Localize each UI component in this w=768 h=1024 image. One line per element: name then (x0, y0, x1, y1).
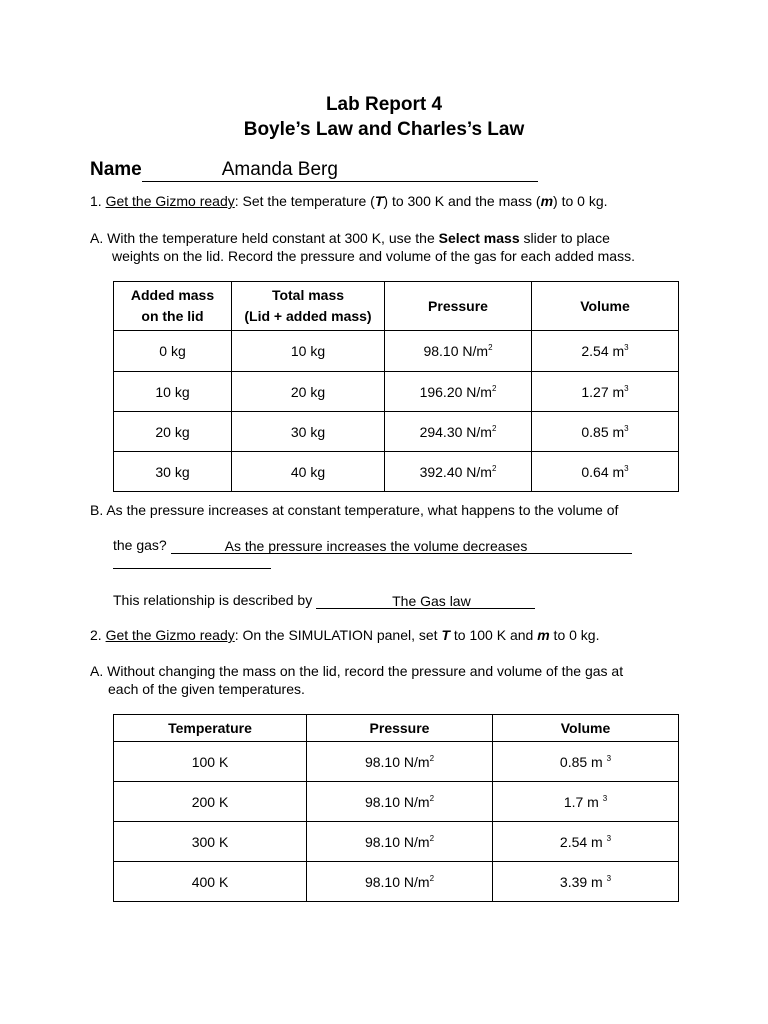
header-pressure: Pressure (385, 282, 532, 331)
added-mass-cell: 10 kg (114, 372, 232, 412)
table-row (114, 862, 679, 902)
section1-partA-line2: weights on the lid. Record the pressure and volume of the gas for each added mass. (112, 248, 635, 264)
table-row (114, 331, 679, 372)
section2-partA: A. Without changing the mass on the lid, record the pressure and volume of the gas at (90, 663, 624, 679)
pressure-cell: 294.30 $N/m^2$ (385, 412, 532, 452)
volume-cell: 1.7 m $^3$ (493, 782, 679, 822)
name-field[interactable]: Amanda Berg (142, 159, 538, 182)
section1-partA: A. With the temperature held constant at 300 K, use the Select mass slider to place (90, 230, 610, 246)
pressure-cell: 98.10 $N/m^2$ (307, 742, 493, 782)
pressure-cell: 98.10 $N/m^2$ (307, 862, 493, 902)
volume-cell: 0.85 m $^3$ (493, 742, 679, 782)
name-line (90, 159, 538, 182)
table-row (114, 742, 679, 782)
header-volume: Volume (493, 715, 679, 742)
section1-partB: B. As the pressure increases at constant temperature, what happens to the volume of (90, 502, 619, 518)
temperature-cell: 100 K (114, 742, 307, 782)
total-mass-cell: 40 kg (232, 452, 385, 492)
added-mass-cell: 30 kg (114, 452, 232, 492)
total-mass-cell: 30 kg (232, 412, 385, 452)
pressure-cell: 196.20 $N/m^2$ (385, 372, 532, 412)
table-header-row (114, 282, 679, 331)
header-volume: Volume (532, 282, 679, 331)
temperature-cell: 300 K (114, 822, 307, 862)
report-title: Lab Report 4 (325, 94, 443, 115)
table-row (114, 782, 679, 822)
pressure-cell: 98.10 $N/m^2$ (307, 782, 493, 822)
volume-cell: 3.39 m $^3$ (493, 862, 679, 902)
mass-pressure-table (113, 281, 679, 492)
added-mass-cell: 0 kg (114, 331, 232, 372)
temperature-pressure-table (113, 714, 679, 902)
table-row (114, 452, 679, 492)
relationship-answer-field[interactable]: The Gas law (316, 592, 535, 609)
gizmo-ready-label: Get the Gizmo ready (105, 627, 235, 643)
header-pressure: Pressure (307, 715, 493, 742)
volume-cell: 2.54 m $^3$ (493, 822, 679, 862)
relationship-line: This relationship is described by The Gas law (113, 591, 535, 609)
table-row (114, 412, 679, 452)
table-row (114, 372, 679, 412)
header-temperature: Temperature (114, 715, 307, 742)
header-added-mass: Added mass on the lid (114, 282, 232, 331)
volume-cell: 0.85 $m^3$ (532, 412, 679, 452)
total-mass-cell: 10 kg (232, 331, 385, 372)
pressure-cell: 392.40 $N/m^2$ (385, 452, 532, 492)
temperature-cell: 400 K (114, 862, 307, 902)
table-row (114, 822, 679, 862)
temperature-cell: 200 K (114, 782, 307, 822)
section2-intro: 2. Get the Gizmo ready: On the SIMULATION panel, set T to 100 K and m to 0 kg. (90, 627, 600, 643)
table-header-row (114, 715, 679, 742)
added-mass-cell: 20 kg (114, 412, 232, 452)
gizmo-ready-label: Get the Gizmo ready (105, 193, 235, 209)
volume-cell: 0.64 $m^3$ (532, 452, 679, 492)
volume-answer-field[interactable]: As the pressure increases the volume decreases (171, 537, 632, 554)
volume-cell: 2.54 $m^3$ (532, 331, 679, 372)
header-total-mass: Total mass (Lid + added mass) (232, 282, 385, 331)
volume-cell: 1.27 $m^3$ (532, 372, 679, 412)
report-subtitle: Boyle’s Law and Charles’s Law (243, 119, 525, 140)
name-label: Name (90, 159, 142, 180)
pressure-cell: 98.10 $N/m^2$ (307, 822, 493, 862)
section2-partA-line2: each of the given temperatures. (108, 681, 305, 697)
total-mass-cell: 20 kg (232, 372, 385, 412)
answer-continuation-line (113, 568, 271, 569)
section1-partB-answer-line: the gas? As the pressure increases the volume decreases (113, 536, 632, 554)
section1-intro: 1. Get the Gizmo ready: Set the temperature (T) to 300 K and the mass (m) to 0 kg. (90, 193, 608, 209)
pressure-cell: 98.10 $N/m^2$ (385, 331, 532, 372)
